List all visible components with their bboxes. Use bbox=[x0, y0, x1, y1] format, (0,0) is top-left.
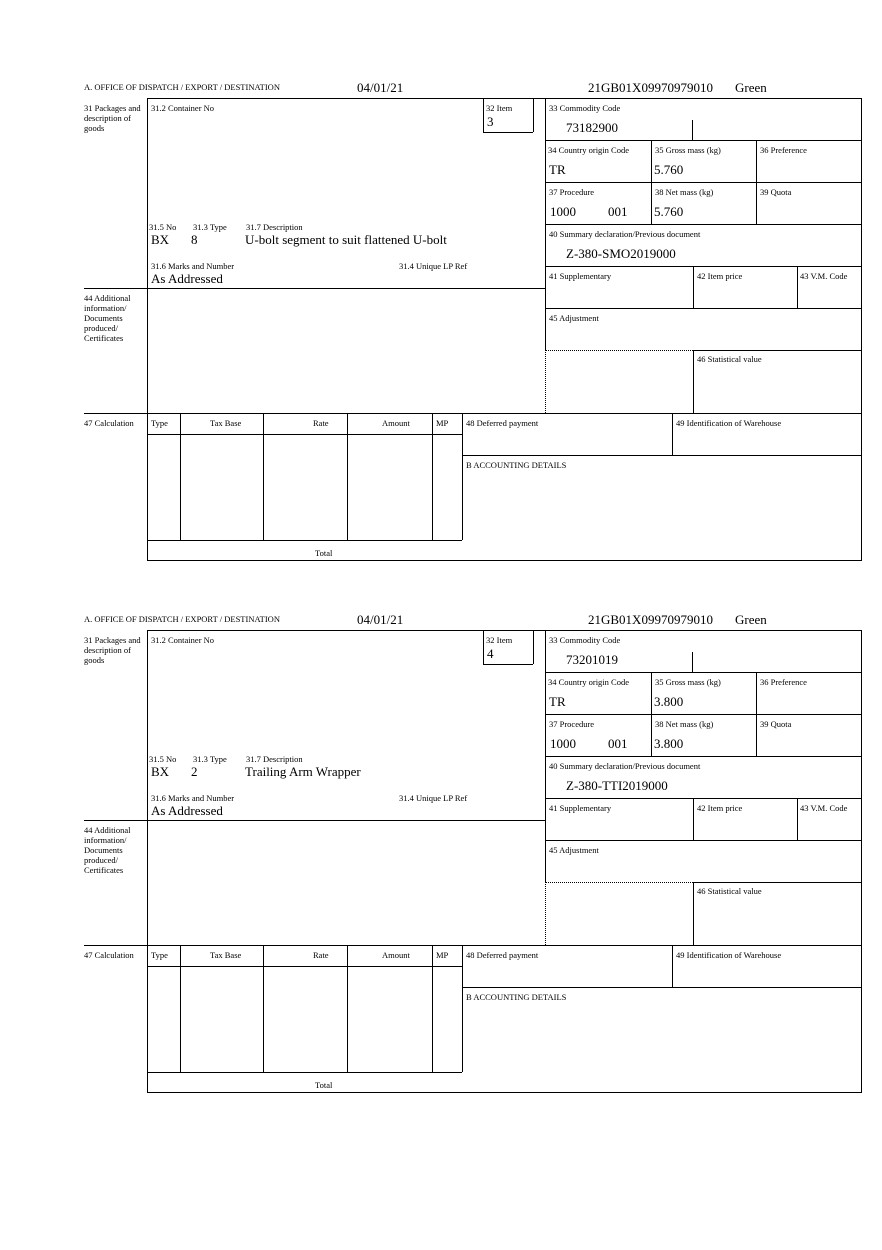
label-marks: 31.6 Marks and Number bbox=[151, 793, 235, 803]
label-gross-mass: 35 Gross mass (kg) bbox=[655, 145, 721, 155]
label-type: 31.3 Type bbox=[193, 222, 227, 232]
label-packages: 31 Packages and description of goods bbox=[84, 103, 141, 133]
col-line-49 bbox=[672, 945, 673, 987]
value-procedure-extra: 001 bbox=[608, 204, 628, 219]
label-calculation: 47 Calculation bbox=[84, 950, 134, 960]
calc-col-2 bbox=[263, 413, 264, 540]
commodity-tick bbox=[692, 652, 693, 672]
label-quota: 39 Quota bbox=[760, 719, 792, 729]
row-line-47 bbox=[84, 413, 861, 414]
label-commodity-code: 33 Commodity Code bbox=[549, 635, 621, 645]
value-commodity-code: 73182900 bbox=[566, 120, 618, 135]
calc-header-mp: MP bbox=[436, 950, 449, 960]
declaration-form bbox=[0, 532, 882, 1132]
label-additional-info: 44 Additional information/ Documents produced/ Certificates bbox=[84, 825, 131, 875]
row-line-44 bbox=[84, 288, 545, 289]
label-net-mass: 38 Net mass (kg) bbox=[655, 719, 714, 729]
label-gross-mass: 35 Gross mass (kg) bbox=[655, 677, 721, 687]
label-calculation: 47 Calculation bbox=[84, 418, 134, 428]
value-country-origin: TR bbox=[549, 162, 566, 177]
label-supplementary: 41 Supplementary bbox=[549, 271, 612, 281]
calc-header-rate: Rate bbox=[313, 418, 329, 428]
label-summary-declaration: 40 Summary declaration/Previous document bbox=[549, 229, 701, 239]
col-line-43 bbox=[797, 798, 798, 840]
divider-dotted bbox=[545, 350, 546, 413]
value-package-no: 8 bbox=[191, 232, 198, 247]
row-line-40 bbox=[545, 756, 861, 757]
label-country-origin: 34 Country origin Code bbox=[548, 677, 629, 687]
value-commodity-code: 73201019 bbox=[566, 652, 618, 667]
commodity-tick bbox=[692, 120, 693, 140]
calc-header-type: Type bbox=[151, 950, 168, 960]
row-line-46-dotted bbox=[545, 350, 693, 351]
value-package-type: BX bbox=[151, 764, 170, 779]
row-line-34 bbox=[545, 672, 861, 673]
label-adjustment: 45 Adjustment bbox=[549, 313, 599, 323]
calc-header-rate: Rate bbox=[313, 950, 329, 960]
row-line-37 bbox=[545, 182, 861, 183]
col-line-42 bbox=[693, 266, 694, 308]
declaration-status: Green bbox=[735, 612, 767, 627]
value-net-mass: 5.760 bbox=[654, 204, 684, 219]
label-item: 32 Item bbox=[486, 103, 513, 113]
row-line-45 bbox=[545, 840, 861, 841]
declaration-date: 04/01/21 bbox=[357, 80, 404, 95]
calc-col-1 bbox=[180, 413, 181, 540]
row-line-40 bbox=[545, 224, 861, 225]
label-accounting: B ACCOUNTING DETAILS bbox=[466, 992, 567, 1002]
label-no: 31.5 No bbox=[149, 222, 177, 232]
calc-col-3 bbox=[347, 945, 348, 1072]
value-description: U-bolt segment to suit flattened U-bolt bbox=[245, 232, 447, 247]
item-box-left bbox=[483, 98, 484, 132]
label-deferred-payment: 48 Deferred payment bbox=[466, 418, 539, 428]
row-line-41 bbox=[545, 798, 861, 799]
calc-header-line bbox=[147, 434, 462, 435]
label-unique-lp: 31.4 Unique LP Ref bbox=[399, 261, 468, 271]
label-marks: 31.6 Marks and Number bbox=[151, 261, 235, 271]
value-package-type: BX bbox=[151, 232, 170, 247]
calc-right-border bbox=[462, 413, 463, 540]
label-procedure: 37 Procedure bbox=[549, 719, 595, 729]
calc-header-amount: Amount bbox=[382, 950, 410, 960]
value-procedure: 1000 bbox=[550, 736, 576, 751]
value-country-origin: TR bbox=[549, 694, 566, 709]
border-left bbox=[147, 630, 148, 1093]
label-deferred-payment: 48 Deferred payment bbox=[466, 950, 539, 960]
divider-dotted bbox=[545, 882, 546, 945]
calc-right-border bbox=[462, 945, 463, 1072]
label-no: 31.5 No bbox=[149, 754, 177, 764]
label-country-origin: 34 Country origin Code bbox=[548, 145, 629, 155]
value-marks: As Addressed bbox=[151, 271, 223, 286]
item-box-bottom bbox=[483, 664, 533, 665]
calc-header-mp: MP bbox=[436, 418, 449, 428]
calc-col-2 bbox=[263, 945, 264, 1072]
calc-col-1 bbox=[180, 945, 181, 1072]
value-item: 3 bbox=[487, 114, 494, 129]
label-type: 31.3 Type bbox=[193, 754, 227, 764]
label-accounting: B ACCOUNTING DETAILS bbox=[466, 460, 567, 470]
row-line-44 bbox=[84, 820, 545, 821]
col-line-43 bbox=[797, 266, 798, 308]
calc-header-tax-base: Tax Base bbox=[210, 950, 242, 960]
label-description: 31.7 Description bbox=[246, 754, 303, 764]
declaration-form bbox=[0, 0, 882, 600]
value-net-mass: 3.800 bbox=[654, 736, 684, 751]
calc-total-label: Total bbox=[315, 548, 333, 558]
row-line-46-dotted bbox=[545, 882, 693, 883]
border-top bbox=[147, 630, 861, 631]
row-line-accounting bbox=[462, 455, 861, 456]
calc-header-amount: Amount bbox=[382, 418, 410, 428]
col-line-49 bbox=[672, 413, 673, 455]
calc-header-type: Type bbox=[151, 418, 168, 428]
office-label: A. OFFICE OF DISPATCH / EXPORT / DESTINATION bbox=[84, 82, 280, 92]
label-procedure: 37 Procedure bbox=[549, 187, 595, 197]
item-box-right bbox=[533, 98, 534, 132]
label-quota: 39 Quota bbox=[760, 187, 792, 197]
value-summary-declaration: Z-380-SMO2019000 bbox=[566, 246, 676, 261]
label-preference: 36 Preference bbox=[760, 677, 807, 687]
row-line-37 bbox=[545, 714, 861, 715]
label-summary-declaration: 40 Summary declaration/Previous document bbox=[549, 761, 701, 771]
label-description: 31.7 Description bbox=[246, 222, 303, 232]
label-warehouse-id: 49 Identification of Warehouse bbox=[676, 950, 782, 960]
label-warehouse-id: 49 Identification of Warehouse bbox=[676, 418, 782, 428]
label-unique-lp: 31.4 Unique LP Ref bbox=[399, 793, 468, 803]
label-container-no: 31.2 Container No bbox=[151, 635, 215, 645]
value-summary-declaration: Z-380-TTI2019000 bbox=[566, 778, 668, 793]
item-box-bottom bbox=[483, 132, 533, 133]
border-bottom bbox=[147, 1092, 861, 1093]
value-gross-mass: 5.760 bbox=[654, 162, 684, 177]
row-line-46 bbox=[693, 882, 861, 883]
value-gross-mass: 3.800 bbox=[654, 694, 684, 709]
label-preference: 36 Preference bbox=[760, 145, 807, 155]
border-right bbox=[861, 98, 862, 561]
declaration-date: 04/01/21 bbox=[357, 612, 404, 627]
declaration-reference: 21GB01X09970979010 bbox=[588, 612, 713, 627]
calc-header-line bbox=[147, 966, 462, 967]
value-procedure: 1000 bbox=[550, 204, 576, 219]
declaration-reference: 21GB01X09970979010 bbox=[588, 80, 713, 95]
calc-col-4 bbox=[432, 945, 433, 1072]
label-supplementary: 41 Supplementary bbox=[549, 803, 612, 813]
calc-header-tax-base: Tax Base bbox=[210, 418, 242, 428]
value-package-no: 2 bbox=[191, 764, 198, 779]
row-line-41 bbox=[545, 266, 861, 267]
label-item-price: 42 Item price bbox=[697, 271, 743, 281]
label-net-mass: 38 Net mass (kg) bbox=[655, 187, 714, 197]
label-vm-code: 43 V.M. Code bbox=[800, 271, 848, 281]
label-packages: 31 Packages and description of goods bbox=[84, 635, 141, 665]
border-right bbox=[861, 630, 862, 1093]
label-additional-info: 44 Additional information/ Documents produced/ Certificates bbox=[84, 293, 131, 343]
row-line-34 bbox=[545, 140, 861, 141]
value-marks: As Addressed bbox=[151, 803, 223, 818]
item-box-right bbox=[533, 630, 534, 664]
row-line-47 bbox=[84, 945, 861, 946]
col-line-42 bbox=[693, 798, 694, 840]
calc-col-3 bbox=[347, 413, 348, 540]
label-item-price: 42 Item price bbox=[697, 803, 743, 813]
value-description: Trailing Arm Wrapper bbox=[245, 764, 361, 779]
calc-col-4 bbox=[432, 413, 433, 540]
row-line-accounting bbox=[462, 987, 861, 988]
value-item: 4 bbox=[487, 646, 494, 661]
row-line-46 bbox=[693, 350, 861, 351]
label-item: 32 Item bbox=[486, 635, 513, 645]
value-procedure-extra: 001 bbox=[608, 736, 628, 751]
col-line-46 bbox=[693, 882, 694, 945]
border-left bbox=[147, 98, 148, 561]
label-container-no: 31.2 Container No bbox=[151, 103, 215, 113]
calc-total-line bbox=[147, 1072, 462, 1073]
declaration-status: Green bbox=[735, 80, 767, 95]
border-top bbox=[147, 98, 861, 99]
office-label: A. OFFICE OF DISPATCH / EXPORT / DESTINATION bbox=[84, 614, 280, 624]
label-statistical-value: 46 Statistical value bbox=[697, 886, 762, 896]
item-box-left bbox=[483, 630, 484, 664]
calc-total-label: Total bbox=[315, 1080, 333, 1090]
col-line-46 bbox=[693, 350, 694, 413]
label-vm-code: 43 V.M. Code bbox=[800, 803, 848, 813]
label-statistical-value: 46 Statistical value bbox=[697, 354, 762, 364]
label-adjustment: 45 Adjustment bbox=[549, 845, 599, 855]
label-commodity-code: 33 Commodity Code bbox=[549, 103, 621, 113]
row-line-45 bbox=[545, 308, 861, 309]
